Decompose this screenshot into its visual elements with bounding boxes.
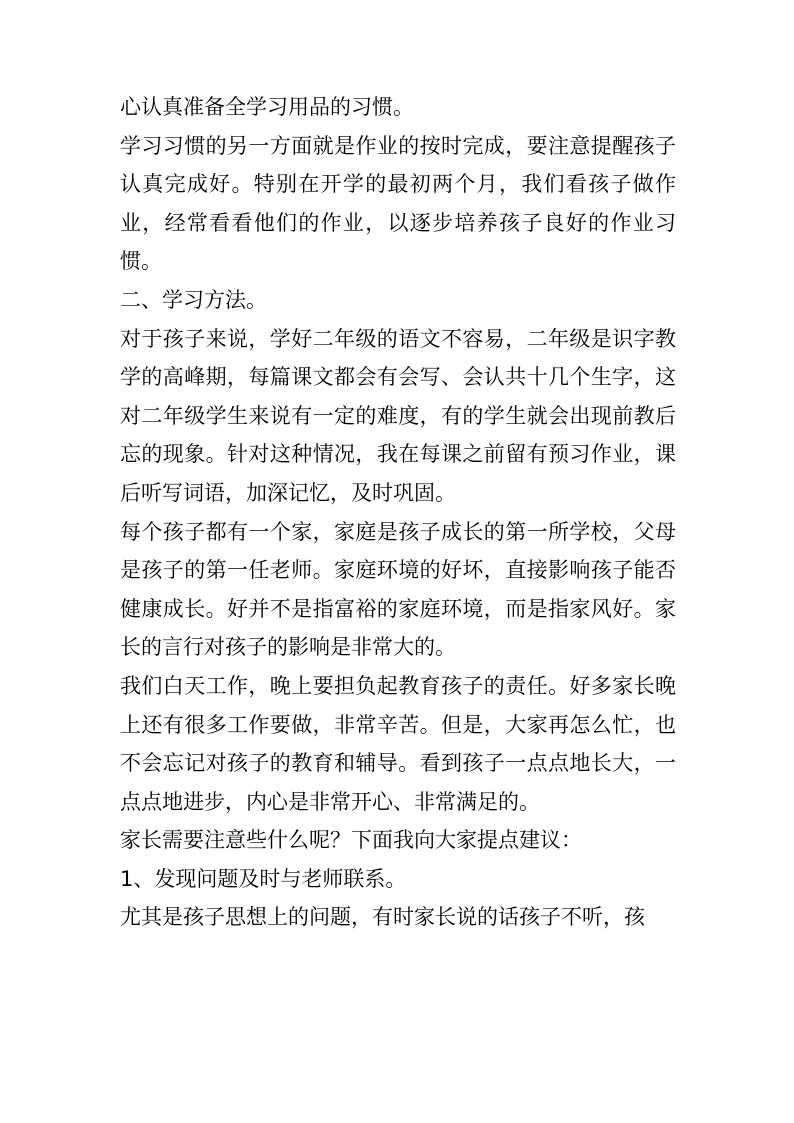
paragraph-parent-responsibility: 我们白天工作，晚上要担负起教育孩子的责任。好多家长晚上还有很多工作要做，非常辛苦。但是，大家再怎么忙，也不会忘记对孩子的教育和辅导。看到孩子一点点地长大，一点点地进步，内心是非常开心、非常满足的。 — [120, 673, 676, 814]
paragraph-homework-habit: 学习习惯的另一方面就是作业的按时完成，要注意提醒孩子认真完成好。特别在开学的最初两个月，我们看孩子做作业，经常看看他们的作业，以逐步培养孩子良好的作业习惯。 — [120, 133, 676, 274]
list-item-contact-teacher: 1、发现问题及时与老师联系。 — [120, 866, 407, 891]
document-body — [120, 88, 676, 937]
paragraph-thought-problems: 尤其是孩子思想上的问题，有时家长说的话孩子不听，孩 — [120, 905, 645, 930]
paragraph-family-environment: 每个孩子都有一个家，家庭是孩子成长的第一所学校，父母是孩子的第一任老师。家庭环境的好坏，直接影响孩子能否健康成长。好并不是指富裕的家庭环境，而是指家风好。家长的言行对孩子的影响是非常大的。 — [120, 519, 676, 660]
section-heading-study-methods: 二、学习方法。 — [120, 287, 267, 312]
paragraph-supplies-habit: 心认真准备全学习用品的习惯。 — [120, 95, 414, 119]
paragraph-literacy-teaching: 对于孩子来说，学好二年级的语文不容易，二年级是识字教学的高峰期，每篇课文都会有会写、会认共十几个生字，这对二年级学生来说有一定的难度，有的学生就会出现前教后忘的现象。针对这种情况，我在每课之前留有预习作业，课后听写词语，加深记忆，及时巩固。 — [120, 326, 676, 505]
paragraph-suggestions-intro: 家长需要注意些什么呢？下面我向大家提点建议： — [120, 828, 582, 853]
